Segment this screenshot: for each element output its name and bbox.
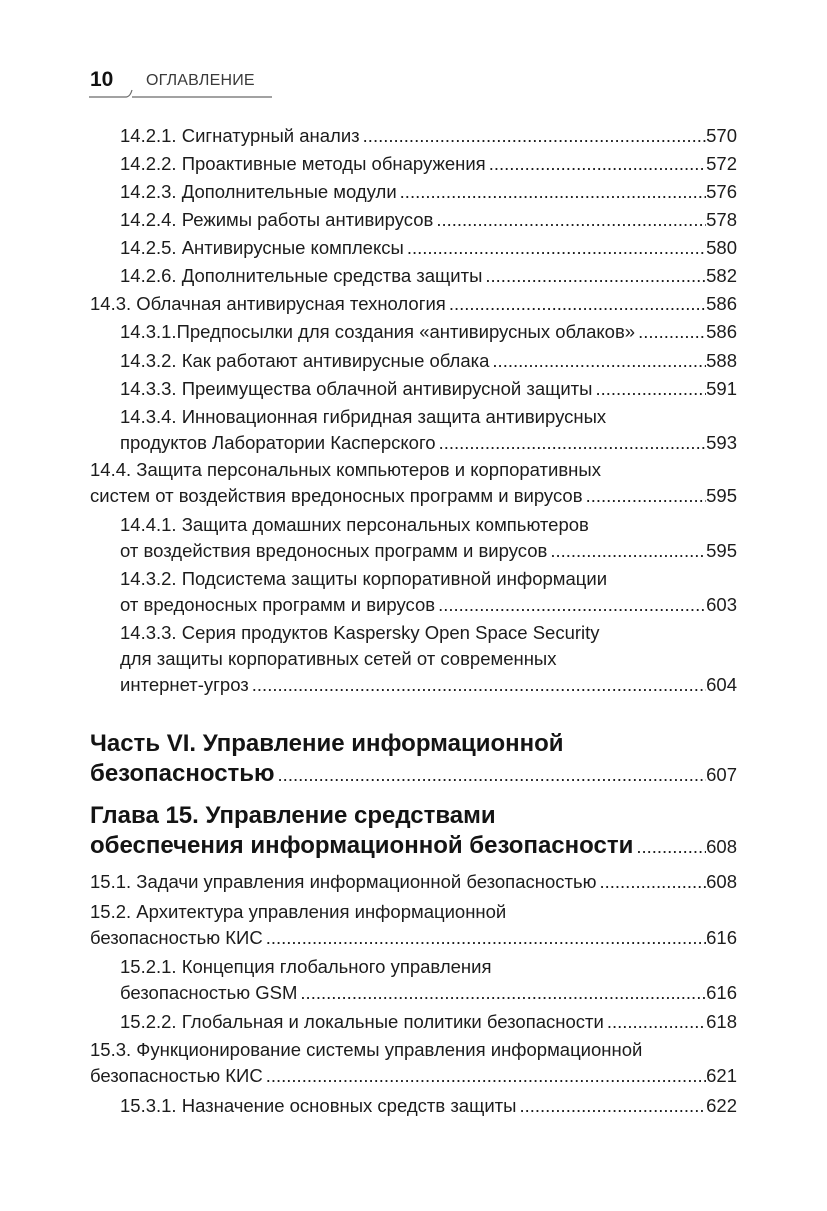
- dot-leader: [297, 980, 706, 1006]
- entry-title: безопасностью КИС: [90, 1065, 263, 1086]
- entry-page-number: 616: [706, 982, 737, 1003]
- dot-leader: [635, 319, 706, 345]
- dot-leader: [360, 123, 706, 149]
- entry-title: 15.1. Задачи управления информационной безопасностью: [90, 871, 597, 892]
- toc-entry-14-3-2: [120, 348, 737, 374]
- dot-leader: [547, 538, 706, 564]
- entry-page-number: 593: [706, 432, 737, 453]
- running-title: ОГЛАВЛЕНИЕ: [146, 72, 255, 89]
- entry-page-number: 604: [706, 674, 737, 695]
- entry-title-line: 14.3.2. Подсистема защиты корпоративной информации: [120, 568, 608, 589]
- entry-title: от воздействия вредоносных программ и вирусов: [120, 540, 548, 561]
- entry-page-number: 572: [706, 153, 737, 174]
- entry-title: 14.2.4. Режимы работы антивирусов: [120, 209, 434, 230]
- toc-entry-15-3: [90, 1037, 737, 1089]
- entry-title-line: 15.3. Функционирование системы управления информационной: [90, 1039, 643, 1060]
- entry-page-number: 588: [706, 350, 737, 371]
- entry-page-number: 608: [706, 836, 737, 857]
- toc-entry-14-2-4: [120, 207, 737, 233]
- entry-title-line: 14.3.4. Инновационная гибридная защита антивирусных: [120, 406, 607, 427]
- dot-leader: [486, 151, 706, 177]
- entry-page-number: 603: [706, 594, 737, 615]
- dot-leader: [263, 1063, 706, 1089]
- toc-entry-15-2: [90, 899, 737, 951]
- dot-leader: [263, 925, 706, 951]
- entry-page-number: 582: [706, 265, 737, 286]
- dot-leader: [482, 263, 706, 289]
- entry-title-line: 14.4. Защита персональных компьютеров и корпоративных: [90, 459, 601, 480]
- dot-leader: [436, 430, 707, 456]
- entry-page-number: 595: [706, 485, 737, 506]
- entry-page-number: 621: [706, 1065, 737, 1086]
- entry-title: 14.2.1. Сигнатурный анализ: [120, 125, 360, 146]
- entry-page-number: 576: [706, 181, 737, 202]
- entry-title: 14.3.2. Как работают антивирусные облака: [120, 350, 490, 371]
- entry-title: безопасностью GSM: [120, 982, 298, 1003]
- entry-page-number: 570: [706, 125, 737, 146]
- entry-page-number: 578: [706, 209, 737, 230]
- entry-title-line: 14.3.3. Серия продуктов Kaspersky Open Space Security: [120, 622, 600, 643]
- toc-chapter-15: [90, 801, 737, 861]
- entry-page-number: 586: [706, 321, 737, 342]
- chapter-title-line: Глава 15. Управление средствами: [90, 802, 496, 829]
- toc-entry-14-3-3-kaspersky: [120, 620, 737, 698]
- header-rule-ornament: [88, 86, 274, 102]
- toc-entry-15-3-1: [120, 1093, 737, 1119]
- chapter-title: обеспечения информационной безопасности: [90, 832, 634, 859]
- entry-page-number: 618: [706, 1011, 737, 1032]
- toc-part-6: [90, 729, 737, 789]
- toc-entry-15-2-2: [120, 1009, 737, 1035]
- toc-entry-14-2-2: [120, 151, 737, 177]
- dot-leader: [516, 1093, 706, 1119]
- toc-entry-14-4: [90, 457, 737, 509]
- toc-entry-14-3-4: [120, 404, 737, 456]
- dot-leader: [583, 483, 707, 509]
- entry-page-number: 591: [706, 378, 737, 399]
- toc-entry-14-2-1: [120, 123, 737, 149]
- dot-leader: [433, 207, 706, 233]
- entry-title-line: 15.2.1. Концепция глобального управления: [120, 956, 492, 977]
- entry-title: 14.2.2. Проактивные методы обнаружения: [120, 153, 486, 174]
- entry-title: 14.3. Облачная антивирусная технология: [90, 293, 446, 314]
- part-title: безопасностью: [90, 760, 275, 787]
- entry-title: от вредоносных программ и вирусов: [120, 594, 436, 615]
- dot-leader: [397, 179, 706, 205]
- toc-entry-14-3: [90, 291, 737, 317]
- entry-title-line: для защиты корпоративных сетей от современных: [120, 648, 557, 669]
- entry-page-number: 586: [706, 293, 737, 314]
- dot-leader: [633, 832, 706, 862]
- page-number: 10: [90, 68, 114, 91]
- entry-title: систем от воздействия вредоносных программ и вирусов: [90, 485, 583, 506]
- entry-title: продуктов Лаборатории Касперского: [120, 432, 436, 453]
- entry-title-line: 15.2. Архитектура управления информационной: [90, 901, 507, 922]
- dot-leader: [489, 348, 706, 374]
- dot-leader: [446, 291, 706, 317]
- entry-title: 15.3.1. Назначение основных средств защиты: [120, 1095, 517, 1116]
- toc-entry-14-2-3: [120, 179, 737, 205]
- entry-page-number: 622: [706, 1095, 737, 1116]
- dot-leader: [592, 376, 706, 402]
- toc-entry-15-2-1: [120, 954, 737, 1006]
- entry-title-line: 14.4.1. Защита домашних персональных компьютеров: [120, 514, 589, 535]
- entry-title: безопасностью КИС: [90, 927, 263, 948]
- toc-entry-14-4-1: [120, 512, 737, 564]
- toc-entry-14-3-1: [120, 319, 737, 345]
- entry-title: 14.2.3. Дополнительные модули: [120, 181, 397, 202]
- toc-entry-14-3-3: [120, 376, 737, 402]
- toc-entry-15-1: [90, 869, 737, 895]
- entry-title: интернет-угроз: [120, 674, 249, 695]
- toc-entry-14-2-6: [120, 263, 737, 289]
- entry-page-number: 580: [706, 237, 737, 258]
- toc-entry-14-3-2-subsystem: [120, 566, 737, 618]
- dot-leader: [275, 760, 707, 790]
- part-title-line: Часть VI. Управление информационной: [90, 730, 564, 757]
- dot-leader: [435, 592, 706, 618]
- entry-title: 15.2.2. Глобальная и локальные политики безопасности: [120, 1011, 604, 1032]
- toc-entry-14-2-5: [120, 235, 737, 261]
- entry-page-number: 607: [706, 764, 737, 785]
- dot-leader: [404, 235, 706, 261]
- entry-page-number: 616: [706, 927, 737, 948]
- entry-title: 14.3.3. Преимущества облачной антивирусной защиты: [120, 378, 593, 399]
- entry-page-number: 595: [706, 540, 737, 561]
- entry-title: 14.2.6. Дополнительные средства защиты: [120, 265, 483, 286]
- entry-title: 14.2.5. Антивирусные комплексы: [120, 237, 404, 258]
- dot-leader: [249, 672, 706, 698]
- entry-title: 14.3.1.Предпосылки для создания «антивирусных облаков»: [120, 321, 636, 342]
- entry-page-number: 608: [706, 871, 737, 892]
- dot-leader: [604, 1009, 706, 1035]
- dot-leader: [596, 869, 706, 895]
